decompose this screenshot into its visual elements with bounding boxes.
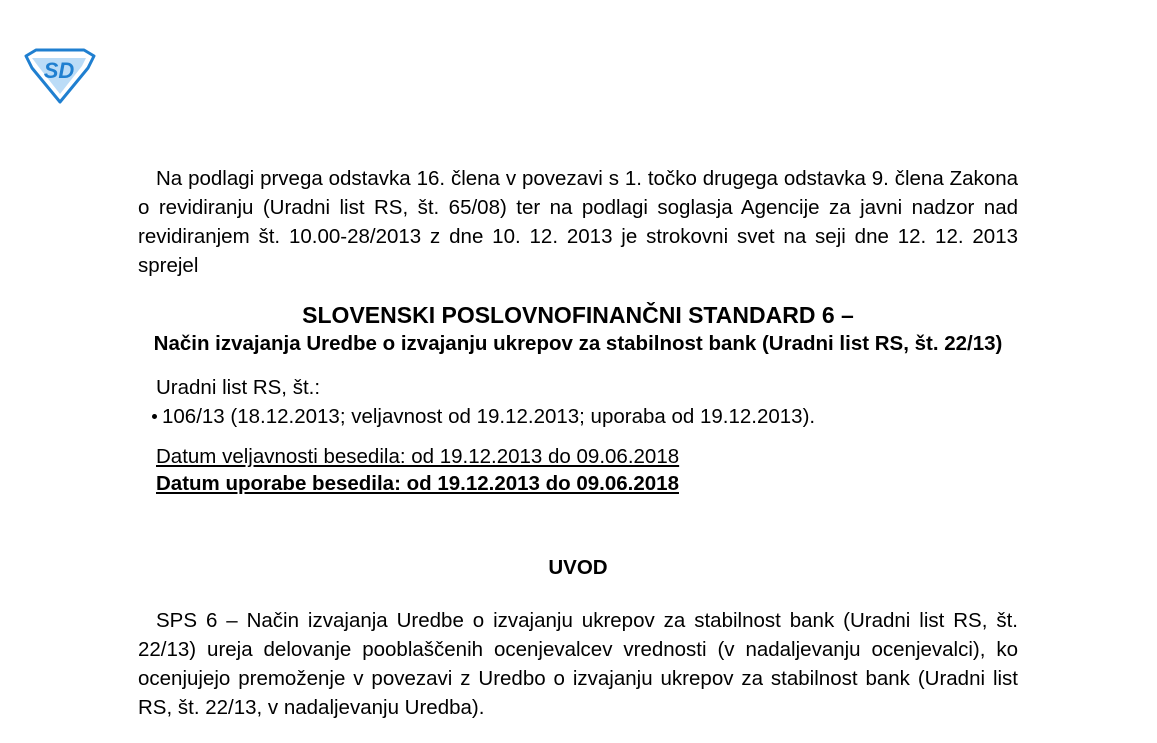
gazette-reference: [156, 373, 1018, 431]
preamble-paragraph: Na podlagi prvega odstavka 16. člena v povezavi s 1. točko drugega odstavka 9. člena Zakona o revidiranju (Uradni list RS, št. 65/08) ter na podlagi soglasja Agencije za javni nadzor nad revidiranjem št. 10.00-28/2013 z dne 10. 12. 2013 je strokovni svet na seji dne 12. 12. 2013 sprejel: [138, 167, 1018, 277]
sd-shield-logo-icon: [22, 48, 96, 104]
gazette-item-text: 106/13 (18.12.2013; veljavnost od 19.12.2013; uporaba od 19.12.2013).: [162, 405, 816, 428]
intro-paragraph: SPS 6 – Način izvajanja Uredbe o izvajanju ukrepov za stabilnost bank (Uradni list RS, št. 22/13) ureja delovanje pooblaščenih ocenjevalcev vrednosti (v nadaljevanju ocenjevalci), ko ocenjujejo premoženje v povezavi z Uredbo o izvajanju ukrepov za stabilnost bank (Uradni list RS, št. 22/13, v nadaljevanju Uredba).: [138, 609, 1018, 719]
standard-subtitle: Način izvajanja Uredbe o izvajanju ukrepov za stabilnost bank (Uradni list RS, št. 22/13): [153, 332, 1003, 355]
validity-date-text: Datum veljavnosti besedila: od 19.12.2013 do 09.06.2018: [156, 445, 680, 468]
logo-text: SD: [43, 58, 75, 83]
gazette-list-item: [150, 402, 1018, 431]
gazette-label: Uradni list RS, št.:: [156, 376, 321, 399]
bullet-icon: [152, 414, 157, 419]
application-date-text: Datum uporabe besedila: od 19.12.2013 do 09.06.2018: [156, 472, 679, 495]
validity-dates: [156, 443, 1018, 497]
document-body: [138, 164, 1018, 722]
section-heading-uvod: UVOD: [548, 556, 608, 579]
standard-title: SLOVENSKI POSLOVNOFINANČNI STANDARD 6 –: [302, 302, 854, 328]
